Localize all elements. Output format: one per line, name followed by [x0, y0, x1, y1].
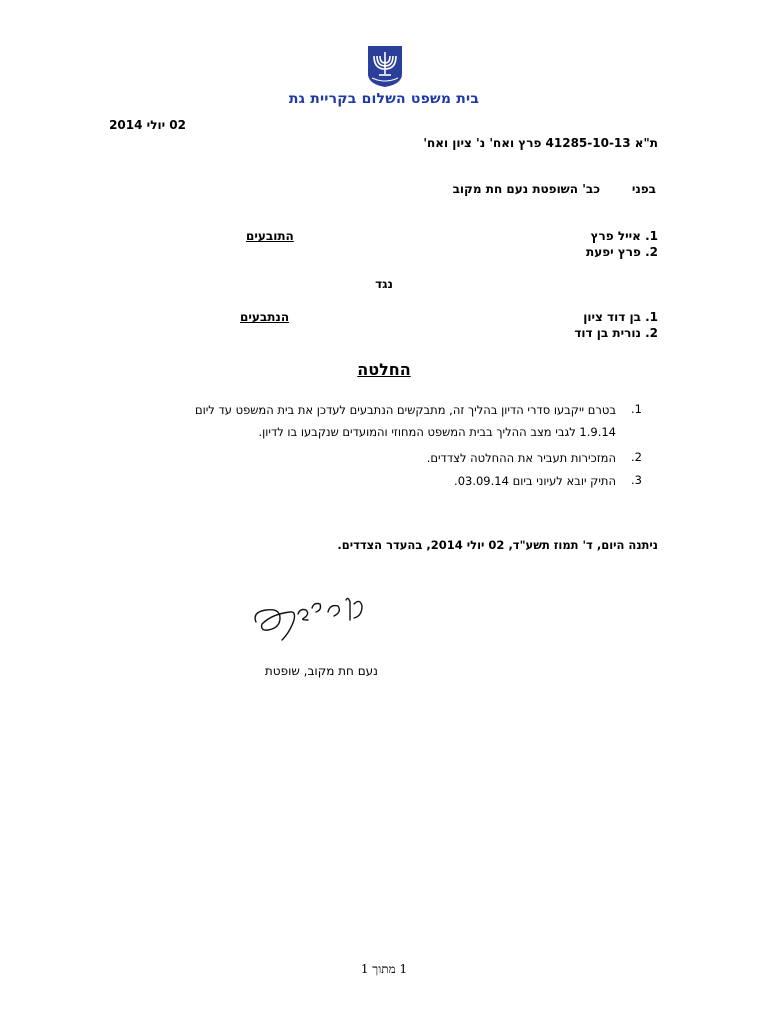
item-number: 2.: [631, 450, 642, 464]
page-number: 1 מתוך 1: [360, 962, 408, 976]
plaintiff-2: 2. פרץ יפעת: [586, 245, 658, 259]
decision-item-text: המזכירות תעביר את ההחלטה לצדדים.: [426, 451, 616, 465]
plaintiffs-role: התובעים: [246, 229, 294, 243]
decision-item-text: התיק יובא לעיוני ביום 03.09.14.: [454, 474, 616, 488]
decision-date: 02 יולי 2014: [109, 118, 186, 132]
handwritten-signature: [250, 590, 380, 650]
defendants-role: הנתבעים: [240, 310, 290, 324]
defendant-2: 2. נורית בן דוד: [574, 326, 658, 340]
defendant-1: 1. בן דוד ציון: [583, 310, 658, 324]
state-emblem-icon: [366, 44, 404, 88]
decision-item-text: 1.9.14 לגבי מצב ההליך בבית המשפט המחוזי והמועדים שנקבעו בו לדיון.: [258, 425, 616, 439]
case-number: ת"א 41285-10-13 פרץ ואח' נ' ציון ואח': [423, 136, 658, 150]
given-line: ניתנה היום, ד' תמוז תשע"ד, 02 יולי 2014, בהעדר הצדדים.: [337, 538, 658, 552]
decision-item-text: בטרם ייקבעו סדרי הדיון בהליך זה, מתבקשים הנתבעים לעדכן את בית המשפט עד ליום: [194, 403, 616, 417]
signer-name: נעם חת מקוב, שופטת: [264, 664, 378, 678]
item-number: 1.: [631, 402, 642, 416]
judge-name: כב' השופטת נעם חת מקוב: [452, 182, 600, 196]
item-number: 3.: [631, 473, 642, 487]
before-label: בפני: [631, 182, 656, 196]
decision-title: החלטה: [357, 360, 411, 379]
court-name: בית משפט השלום בקריית גת: [288, 91, 480, 107]
plaintiff-1: 1. אייל פרץ: [590, 229, 658, 243]
versus-label: נגד: [375, 277, 393, 291]
